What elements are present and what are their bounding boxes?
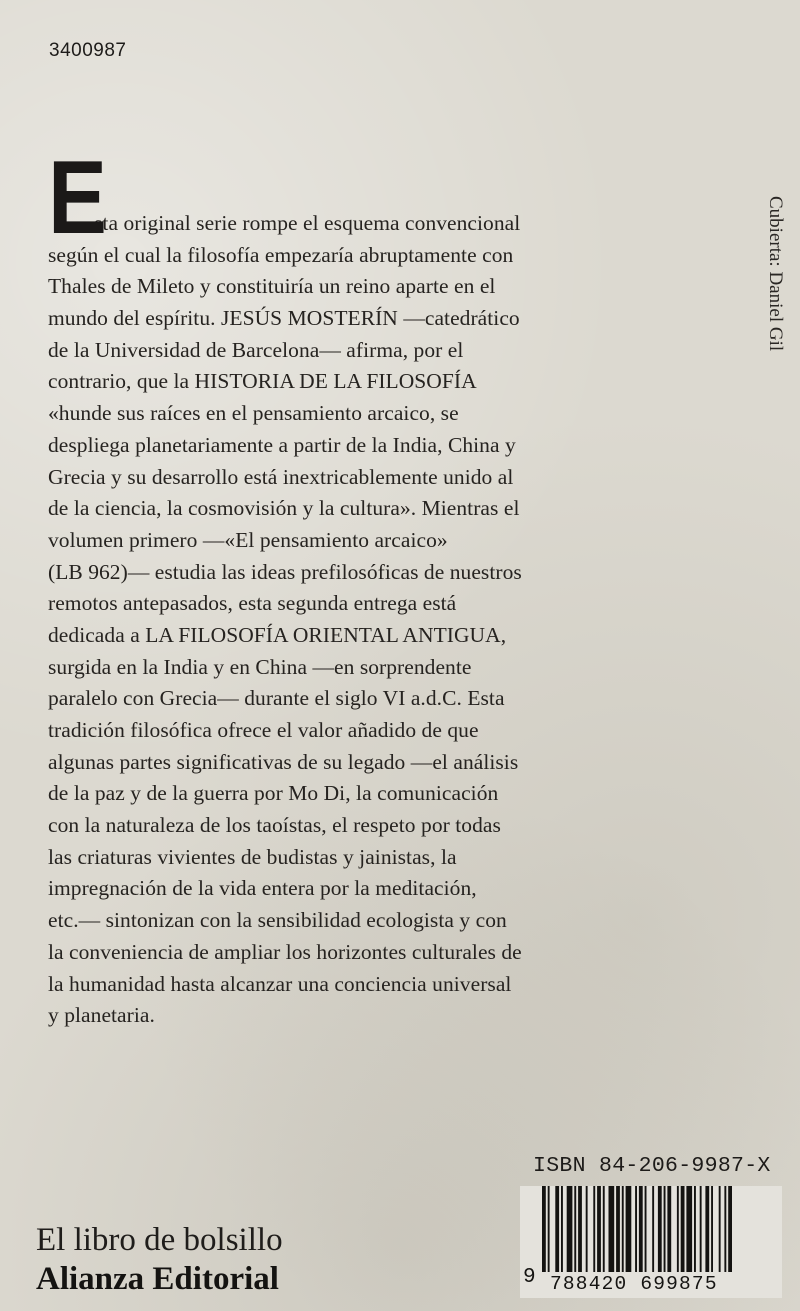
blurb-line: de la paz y de la guerra por Mo Di, la comunicación [48, 781, 499, 806]
barcode-bar [658, 1186, 662, 1272]
barcode-bar [616, 1186, 620, 1272]
barcode-bar [567, 1186, 573, 1272]
series-name: El libro de bolsillo [36, 1222, 283, 1258]
barcode-bar [626, 1186, 632, 1272]
blurb-line: de la Universidad de Barcelona— afirma, por el [48, 337, 464, 362]
barcode-bar [700, 1186, 702, 1272]
cover-credit: Cubierta: Daniel Gil [765, 196, 786, 352]
blurb-line: paralelo con Grecia— durante el siglo VI a.d.C. Esta [48, 686, 505, 711]
barcode-digits: 788420 699875 [550, 1273, 780, 1295]
blurb-line: Thales de Mileto y constituiría un reino aparte en el [48, 274, 496, 299]
isbn-label: ISBN 84-206-9987-X [533, 1154, 771, 1178]
blurb-line: contrario, que la HISTORIA DE LA FILOSOFÍA [48, 369, 477, 394]
publisher-name: Alianza Editorial [36, 1261, 279, 1297]
barcode-bar [561, 1186, 563, 1272]
barcode [520, 1186, 782, 1298]
blurb-line: algunas partes significativas de su legado —el análisis [48, 749, 519, 774]
blurb [48, 140, 648, 1032]
barcode-bar [635, 1186, 637, 1272]
blurb-line: según el cual la filosofía empezaría abruptamente con [48, 242, 514, 267]
blurb-line: remotos antepasados, esta segunda entrega está [48, 591, 457, 616]
barcode-bar [586, 1186, 588, 1272]
barcode-bar [677, 1186, 679, 1272]
blurb-line: mundo del espíritu. JESÚS MOSTERÍN —catedrático [48, 306, 520, 331]
blurb-line: con la naturaleza de los taoístas, el respeto por todas [48, 813, 501, 838]
barcode-bar [681, 1186, 685, 1272]
barcode-bar [603, 1186, 605, 1272]
barcode-bar [664, 1186, 666, 1272]
blurb-line: surgida en la India y en China —en sorprendente [48, 654, 472, 679]
barcode-bar [724, 1186, 726, 1272]
barcode-bar [719, 1186, 721, 1272]
blurb-line: la humanidad hasta alcanzar una conciencia universal [48, 971, 512, 996]
barcode-bar [555, 1186, 559, 1272]
barcode-prefix-digit: 9 [523, 1266, 536, 1289]
blurb-line: y planetaria. [48, 1003, 155, 1028]
barcode-bar [652, 1186, 654, 1272]
blurb-line: etc.— sintonizan con la sensibilidad ecologista y con [48, 908, 507, 933]
barcode-bar [639, 1186, 643, 1272]
blurb-line: dedicada a LA FILOSOFÍA ORIENTAL ANTIGUA, [48, 622, 507, 647]
blurb-line: «hunde sus raíces en el pensamiento arcaico, se [48, 401, 459, 426]
barcode-bar [609, 1186, 615, 1272]
barcode-bar [542, 1186, 546, 1272]
barcode-bar [578, 1186, 582, 1272]
barcode-bar [622, 1186, 624, 1272]
blurb-line: Grecia y su desarrollo está inextricablemente unido al [48, 464, 514, 489]
barcode-bar [593, 1186, 595, 1272]
blurb-line: la conveniencia de ampliar los horizontes culturales de [48, 939, 522, 964]
barcode-bar [574, 1186, 576, 1272]
barcode-bar [645, 1186, 647, 1272]
blurb-line: sta original serie rompe el esquema convencional [94, 211, 521, 235]
barcode-bar [667, 1186, 671, 1272]
barcode-bar [728, 1186, 732, 1272]
barcode-bars [542, 1186, 782, 1272]
blurb-line: las criaturas vivientes de budistas y jainistas, la [48, 844, 457, 869]
barcode-bar [711, 1186, 713, 1272]
drop-cap: E [48, 140, 107, 256]
blurb-line: tradición filosófica ofrece el valor añadido de que [48, 718, 479, 742]
blurb-line: de la ciencia, la cosmovisión y la cultura». Mientras el [48, 496, 520, 521]
barcode-bar [705, 1186, 709, 1272]
barcode-bar [694, 1186, 696, 1272]
barcode-bar [686, 1186, 692, 1272]
barcode-bar [597, 1186, 601, 1272]
catalog-number: 3400987 [49, 40, 127, 61]
blurb-line: volumen primero —«El pensamiento arcaico» [48, 527, 448, 552]
blurb-line: impregnación de la vida entera por la meditación, [48, 876, 477, 901]
barcode-bar [548, 1186, 550, 1272]
blurb-line: despliega planetariamente a partir de la India, China y [48, 432, 516, 457]
blurb-line: (LB 962)— estudia las ideas prefilosóficas de nuestros [48, 559, 522, 584]
